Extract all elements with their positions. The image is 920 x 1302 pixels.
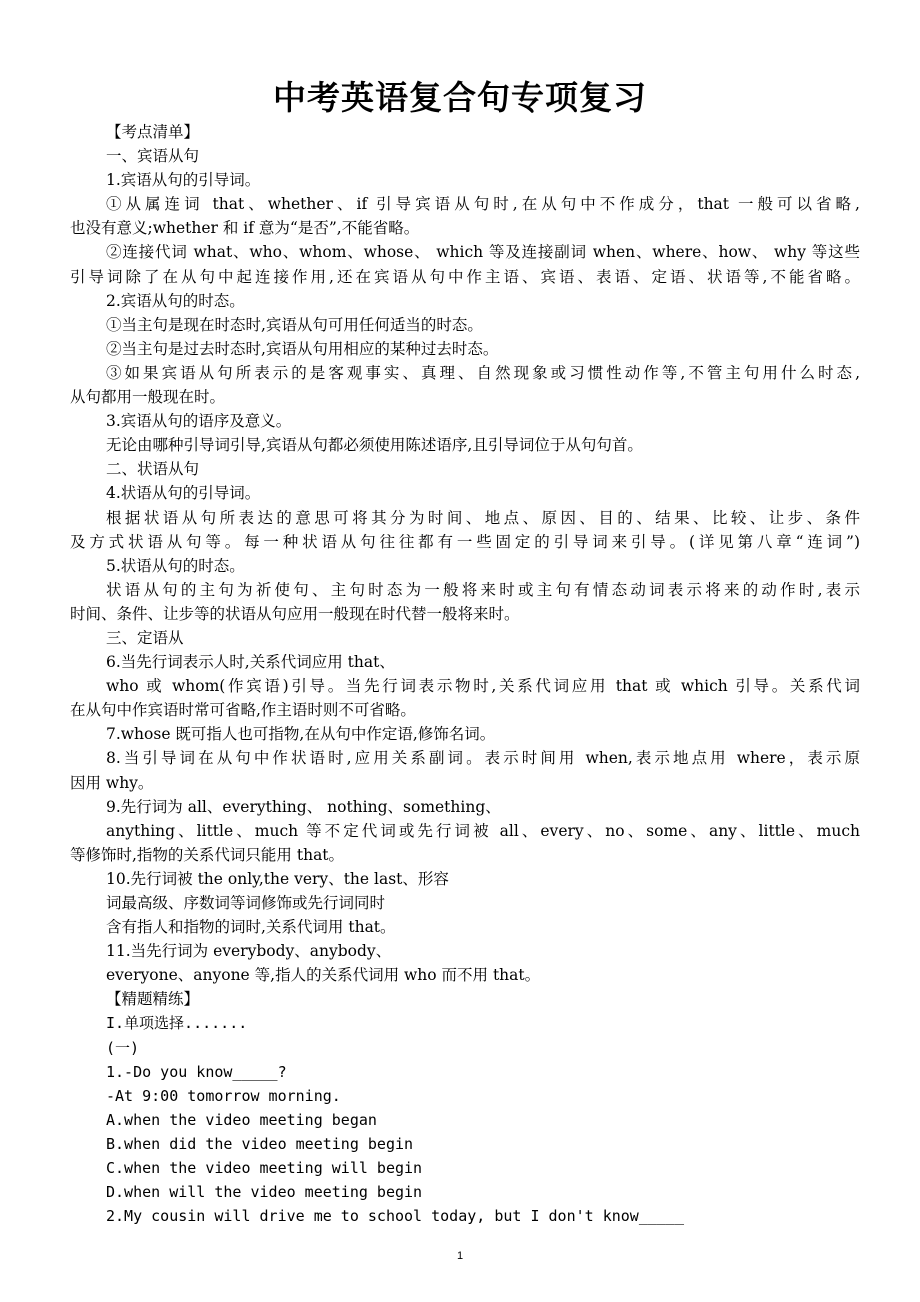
text-line: 根据状语从句所表达的意思可将其分为时间、地点、原因、目的、结果、比较、让步、条件 (106, 508, 860, 527)
text-line: anything、little、much 等不定代词或先行词被 all、every、no、some、any、little、much (106, 821, 860, 840)
text-line: 状语从句的主句为祈使句、主句时态为一般将来时或主句有情态动词表示将来的动作时,表示 (106, 580, 860, 599)
text-line: 因用 why。 (70, 773, 154, 792)
question-line: 1.-Do you know_____? (106, 1062, 287, 1081)
section-heading: 二、状语从句 (106, 460, 200, 479)
text-line: 1.宾语从句的引导词。 (106, 171, 261, 190)
text-line: 5.状语从句的时态。 (106, 556, 245, 575)
text-line: 等修饰时,指物的关系代词只能用 that。 (70, 845, 345, 864)
text-line: ②当主句是过去时态时,宾语从句用相应的某种过去时态。 (106, 339, 499, 358)
section-heading: 【精题精练】 (106, 990, 200, 1009)
question-line: 2.My cousin will drive me to school today, but I don't know_____ (106, 1207, 684, 1226)
text-line: (一) (106, 1038, 140, 1057)
text-line: 引导词除了在从句中起连接作用,还在宾语从句中作主语、宾语、表语、定语、状语等,不能省略。 (70, 267, 860, 286)
page-title: 中考英语复合句专项复习 (273, 78, 647, 117)
section-heading: 一、宾语从句 (106, 147, 200, 166)
text-line: 在从句中作宾语时常可省略,作主语时则不可省略。 (70, 701, 416, 720)
section-heading: 三、定语从 (106, 628, 184, 647)
document-body (70, 120, 860, 1228)
text-line: 10.先行词被 the only,the very、the last、形容 (106, 869, 449, 888)
text-line: 词最高级、序数词等词修饰或先行词同时 (106, 894, 386, 912)
text-line: ①从属连词 that、whether、if 引导宾语从句时,在从句中不作成分，that 一般可以省略, (106, 195, 860, 214)
text-line: 3.宾语从句的语序及意义。 (106, 412, 292, 431)
text-line: everyone、anyone 等,指人的关系代词用 who 而不用 that。 (106, 966, 541, 985)
text-line: ③如果宾语从句所表示的是客观事实、真理、自然现象或习惯性动作等,不管主句用什么时态, (106, 363, 860, 382)
page-number: 1 (456, 1250, 464, 1262)
text-line: ②连接代词 what、who、whom、whose、 which 等及连接副词 when、where、how、 why 等这些 (106, 243, 860, 262)
option-line: A.when the video meeting began (106, 1110, 377, 1129)
text-line: 9.先行词为 all、everything、 nothing、something、 (106, 797, 501, 816)
text-line: 及方式状语从句等。每一种状语从句往往都有一些固定的引导词来引导。(详见第八章“连词”) (70, 532, 860, 551)
text-line: 11.当先行词为 everybody、anybody、 (106, 942, 392, 961)
text-line: 2.宾语从句的时态。 (106, 291, 245, 310)
option-line: D.when will the video meeting begin (106, 1183, 423, 1202)
text-line: 4.状语从句的引导词。 (106, 484, 261, 503)
text-line: I.单项选择....... (106, 1014, 248, 1033)
option-line: C.when the video meeting will begin (106, 1159, 423, 1178)
text-line: 含有指人和指物的词时,关系代词用 that。 (106, 918, 396, 937)
text-line: 也没有意义;whether 和 if 意为“是否”,不能省略。 (70, 219, 420, 238)
option-line: B.when did the video meeting begin (106, 1134, 414, 1153)
question-line: -At 9:00 tomorrow morning. (106, 1086, 341, 1105)
text-line: ①当主句是现在时态时,宾语从句可用任何适当的时态。 (106, 315, 483, 334)
section-heading: 【考点清单】 (106, 123, 200, 141)
text-line: 时间、条件、让步等的状语从句应用一般现在时代替一般将来时。 (70, 604, 520, 623)
text-line: 8.当引导词在从句中作状语时,应用关系副词。表示时间用 when,表示地点用 where，表示原 (106, 749, 860, 768)
text-line: 无论由哪种引导词引导,宾语从句都必须使用陈述语序,且引导词位于从句句首。 (106, 436, 643, 455)
text-line: 7.whose 既可指人也可指物,在从句中作定语,修饰名词。 (106, 725, 496, 744)
text-line: who 或 whom(作宾语)引导。当先行词表示物时,关系代词应用 that 或 which 引导。关系代词 (106, 677, 860, 696)
text-line: 6.当先行词表示人时,关系代词应用 that、 (106, 653, 395, 672)
text-line: 从句都用一般现在时。 (70, 388, 226, 407)
